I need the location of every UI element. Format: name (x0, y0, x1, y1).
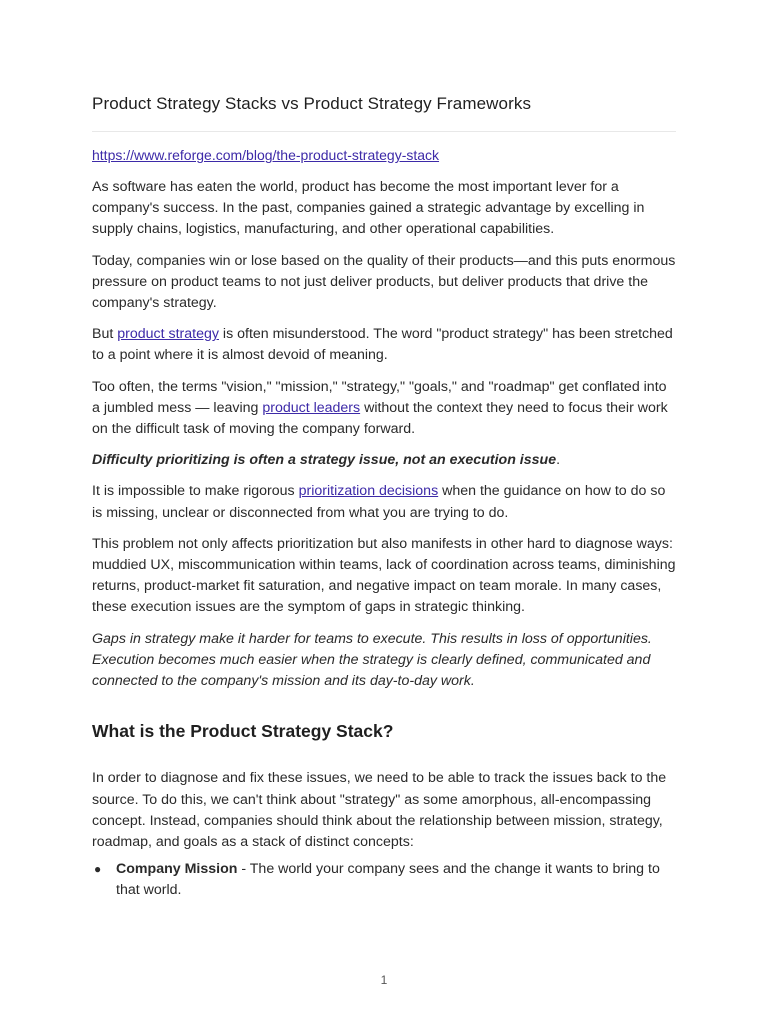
list-item-term: Company Mission (116, 861, 238, 878)
product-strategy-link[interactable]: product strategy (117, 326, 219, 343)
paragraph-4-text: Too often, the terms "vision," "mission," "strategy," "goals," and "roadmap" get conflated into a jumbled mess — leaving (92, 378, 667, 416)
paragraph-8: Gaps in strategy make it harder for teams to execute. This results in loss of opportunities. Execution becomes much easier when the strategy is clearly defined, communicated and connected to the company's mission and its day-to-day work. (92, 630, 652, 690)
paragraph-1: As software has eaten the world, product has become the most important lever for a company's success. In the past, companies gained a strategic advantage by excelling in supply chains, logistics, manufacturing, and other operational capabilities. (92, 179, 645, 238)
page-number: 1 (380, 973, 388, 987)
paragraph-3-text: But (92, 326, 118, 343)
paragraph-5 (92, 450, 676, 471)
prioritization-decisions-link[interactable]: prioritization decisions (298, 483, 439, 500)
page-title: Product Strategy Stacks vs Product Strategy Frameworks (92, 94, 532, 113)
paragraph-6 (92, 481, 676, 523)
paragraph-6-text-end: when the guidance on how to do so is missing, unclear or disconnected from what you are trying to do. (92, 483, 666, 521)
section-heading: What is the Product Strategy Stack? (92, 721, 394, 742)
paragraph-3 (92, 324, 676, 366)
article-body (92, 177, 676, 902)
title-divider (92, 131, 676, 132)
paragraph-4-text-end: without the context they need to focus their work on the difficult task of moving the company forward. (92, 399, 668, 438)
emphasis-period: . (556, 452, 561, 469)
source-link[interactable]: https://www.reforge.com/blog/the-product-strategy-stack (92, 147, 440, 163)
list-item (92, 859, 676, 901)
stack-list (92, 859, 676, 901)
section-intro: In order to diagnose and fix these issues, we need to be able to track the issues back to the source. To do this, we can't think about "strategy" as some amorphous, all-encompassing concept. Instead, companies should think about the relationship between mission, strategy, roadmap, and goals as a stack of distinct concepts: (92, 770, 667, 851)
paragraph-3-text-end: is often misunderstood. The word "product strategy" has been stretched to a point where it is almost devoid of meaning. (92, 326, 673, 364)
list-item-text: - The world your company sees and the change it wants to bring to that world. (116, 861, 660, 899)
paragraph-6-text: It is impossible to make rigorous (92, 483, 299, 500)
paragraph-4 (92, 377, 676, 441)
product-leaders-link[interactable]: product leaders (262, 399, 361, 416)
paragraph-7: This problem not only affects prioritization but also manifests in other hard to diagnose ways: muddied UX, miscommunication within teams, lack of coordination across teams, diminishing returns, product-market fit saturation, and negative impact on team morale. In many cases, these execution issues are the symptom of gaps in strategic thinking. (92, 535, 676, 616)
bullet-icon: ● (94, 862, 102, 877)
emphasis-statement: Difficulty prioritizing is often a strategy issue, not an execution issue (92, 452, 557, 469)
paragraph-2: Today, companies win or lose based on the quality of their products—and this puts enormous pressure on product teams to not just deliver products, but deliver products that drive the company's strategy. (92, 252, 676, 312)
